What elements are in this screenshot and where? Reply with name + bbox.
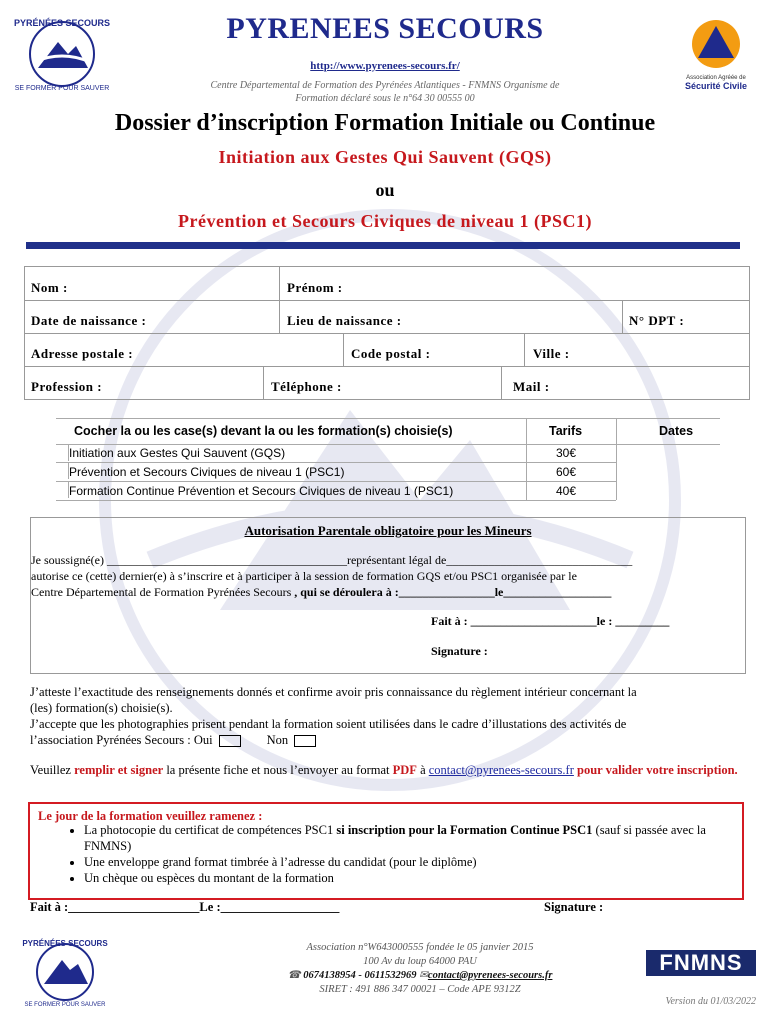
centre-line-1: Centre Départemental de Formation des Pyrénées Atlantiques - FNMNS Organisme de: [210, 80, 560, 91]
formation-psc1: Prévention et Secours Civiques de niveau 1 (PSC1): [69, 465, 345, 479]
requirement-item: • Une enveloppe grand format timbrée à l’adresse du candidat (pour le diplôme): [84, 854, 724, 870]
authorization-fait[interactable]: Fait à : _____________________le : _________: [431, 614, 670, 628]
footer-phones: 0674138954 - 0611532969: [303, 970, 417, 981]
authorization-line-3a: Centre Départemental de Formation Pyrénées Secours: [31, 585, 292, 599]
triangle-icon: [680, 18, 752, 70]
svg-text:PYRÉNÉES SECOURS: PYRÉNÉES SECOURS: [13, 18, 111, 28]
formation-gqs: Initiation aux Gestes Qui Sauvent (GQS): [69, 446, 286, 460]
authorization-line-3b[interactable]: , qui se déroulera à :________________le__________________: [294, 585, 612, 599]
svg-text:PYRÉNÉES SECOURS: PYRÉNÉES SECOURS: [22, 939, 108, 948]
requirements-box: [28, 802, 744, 900]
footer-info: [220, 941, 620, 997]
website-link[interactable]: http://www.pyrenees-secours.fr/: [310, 60, 460, 72]
identity-form: [24, 266, 750, 400]
code-postal-field[interactable]: Code postal :: [351, 346, 431, 361]
authorization-line-2: autorise ce (cette) dernier(e) à s’inscrire et à participer à la session de formation GQS et/ou PSC1 organisée par le: [31, 569, 577, 583]
requirements-list: [40, 822, 724, 886]
lieu-naissance-field[interactable]: Lieu de naissance :: [287, 313, 402, 328]
ou-heading: ou: [375, 180, 395, 200]
send-p3: la présente fiche et nous l’envoyer au format: [166, 763, 390, 777]
send-p2: remplir et signer: [74, 763, 164, 777]
mail-field[interactable]: Mail :: [513, 379, 550, 394]
envelope-icon: ✉: [419, 970, 428, 981]
fait-le-line[interactable]: Fait à :_____________________Le :___________________: [30, 900, 340, 914]
page-title: PYRENEES SECOURS: [226, 12, 544, 45]
formation-fc-psc1: Formation Continue Prévention et Secours Civiques de niveau 1 (PSC1): [69, 484, 454, 498]
price-gqs: 30€: [556, 446, 577, 460]
fnmns-logo: FNMNS: [646, 950, 756, 976]
oui-label: Oui: [193, 733, 213, 747]
requirements-heading: Le jour de la formation veuillez ramenez :: [38, 809, 263, 823]
telephone-field[interactable]: Téléphone :: [271, 379, 342, 394]
requirement-item: • Un chèque ou espèces du montant de la formation: [84, 870, 724, 886]
formations-table: [56, 418, 720, 500]
checkbox-psc1[interactable]: [56, 463, 69, 479]
footer-siret: SIRET : 491 886 347 00021 – Code APE 9312Z: [319, 984, 521, 995]
requirement-1c: (sauf si passée avec la FNMNS): [84, 823, 706, 853]
version-label: Version du 01/03/2022: [665, 996, 756, 1007]
dpt-field[interactable]: N° DPT :: [629, 313, 685, 328]
psc1-heading: Prévention et Secours Civiques de niveau 1 (PSC1): [178, 211, 592, 231]
divider-bar: [26, 242, 740, 249]
send-p5: à: [420, 763, 426, 777]
authorization-title: Autorisation Parentale obligatoire pour les Mineurs: [244, 523, 532, 538]
send-p6: pour valider: [577, 763, 644, 777]
adresse-field[interactable]: Adresse postale :: [31, 346, 134, 361]
send-p7: votre inscription.: [646, 763, 738, 777]
securite-civile-logo: [680, 18, 752, 96]
non-checkbox[interactable]: [294, 735, 316, 747]
oui-checkbox[interactable]: [219, 735, 241, 747]
profession-field[interactable]: Profession :: [31, 379, 103, 394]
parental-authorization-box: [30, 517, 746, 674]
footer-address: 100 Av du loup 64000 PAU: [363, 956, 477, 967]
requirement-1a: La photocopie du certificat de compétences PSC1: [84, 823, 334, 837]
send-p4: PDF: [392, 763, 417, 777]
send-p1: Veuillez: [30, 763, 71, 777]
send-instructions: [30, 762, 746, 778]
table-header-tarifs: Tarifs: [549, 424, 583, 438]
ville-field[interactable]: Ville :: [533, 346, 570, 361]
asc-line-1: Association Agréée de: [686, 75, 746, 81]
table-header-choice: Cocher la ou les case(s) devant la ou les formation(s) choisie(s): [74, 424, 453, 438]
svg-text:SE FORMER POUR SAUVER: SE FORMER POUR SAUVER: [24, 1002, 106, 1008]
attestation-line-3: J’accepte que les photographies prisent pendant la formation soient utilisées dans le cadre d’illustations des activités de: [30, 717, 627, 731]
dossier-heading: Dossier d’inscription Formation Initiale ou Continue: [114, 110, 656, 136]
pyrenees-secours-logo-footer: [22, 934, 108, 1008]
centre-description: [160, 79, 610, 105]
authorization-line-1[interactable]: Je soussigné(e) ________________________________________représentant légal de_______________________________: [31, 553, 633, 567]
attestation-text: [30, 684, 746, 748]
footer-assoc: Association n°W643000555 fondée le 05 janvier 2015: [306, 942, 534, 953]
price-psc1: 60€: [556, 465, 577, 479]
requirement-item: [84, 822, 724, 854]
non-label: Non: [266, 733, 289, 747]
centre-line-2: Formation déclaré sous le n°64 30 00555 00: [295, 93, 475, 104]
gqs-heading: Initiation aux Gestes Qui Sauvent (GQS): [218, 147, 552, 167]
attestation-line-4: l’association Pyrénées Secours :: [30, 733, 191, 747]
svg-text:SE FORMER POUR SAUVER: SE FORMER POUR SAUVER: [14, 85, 110, 92]
nom-field[interactable]: Nom :: [31, 280, 68, 295]
date-naissance-field[interactable]: Date de naissance :: [31, 313, 147, 328]
prenom-field[interactable]: Prénom :: [287, 280, 343, 295]
authorization-signature[interactable]: Signature :: [431, 644, 488, 658]
price-fc-psc1: 40€: [556, 484, 577, 498]
asc-line-2: Sécurité Civile: [684, 81, 748, 91]
contact-email-link[interactable]: contact@pyrenees-secours.fr: [428, 763, 574, 777]
table-header-dates: Dates: [659, 424, 694, 438]
checkbox-gqs[interactable]: [56, 445, 69, 461]
phone-icon: ☎: [287, 970, 301, 981]
attestation-line-1: J’atteste l’exactitude des renseignements donnés et confirme avoir pris connaissance du règlement intérieur concernant la: [30, 685, 637, 699]
requirement-1b: si inscription pour la Formation Continue PSC1: [336, 823, 593, 837]
attestation-line-2: (les) formation(s) choisie(s).: [30, 701, 173, 715]
checkbox-fc-psc1[interactable]: [56, 482, 69, 498]
footer-email[interactable]: contact@pyrenees-secours.fr: [427, 970, 553, 981]
signature-label[interactable]: Signature :: [544, 900, 604, 914]
